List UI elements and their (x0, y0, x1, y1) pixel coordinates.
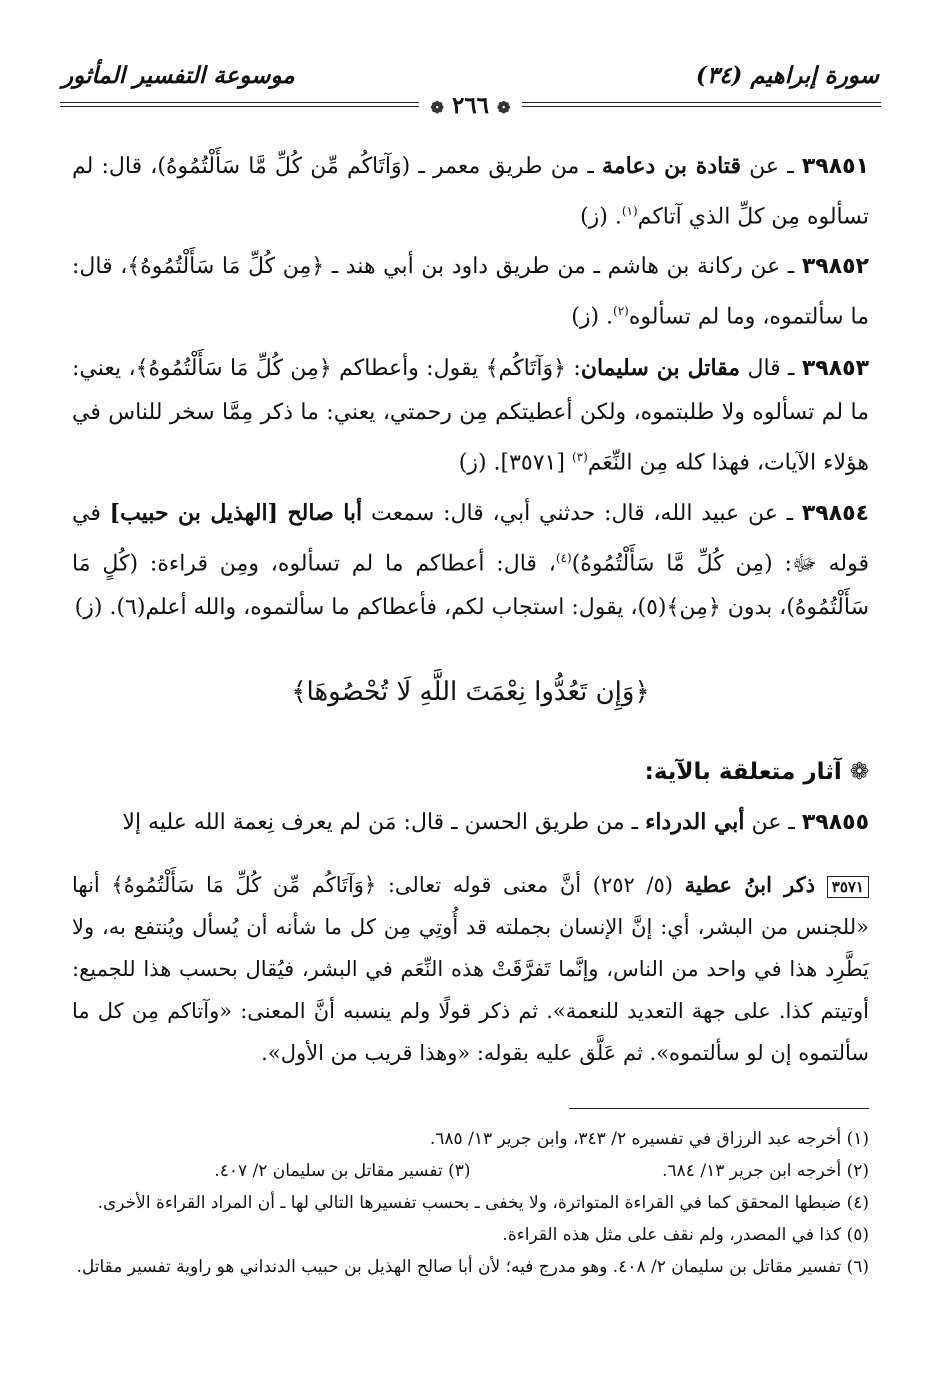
entry-number: ٣٩٨٥١ (801, 154, 869, 179)
entry-number: ٣٩٨٥٢ (801, 254, 869, 280)
entry (72, 144, 869, 239)
footnote-ref: (٢) (613, 304, 629, 319)
ornament-icon: ❁ (430, 98, 444, 117)
entry-number: ٣٩٨٥٤ (801, 500, 869, 526)
running-head-surah: سورة إبراهيم (٣٤) (695, 62, 879, 89)
note-lead: ذكر ابنُ عطية (684, 872, 816, 897)
entry-text: في قوله ﷻ: (مِن كُلِّ مَّا سَأَلْتُمُوهُ) (72, 500, 869, 577)
section-heading: ❁ آثار متعلقة بالآية: (644, 759, 869, 786)
ornament-icon: ❁ (497, 98, 511, 117)
page-number-frame (419, 92, 523, 119)
entry (72, 245, 869, 339)
footnote: (٣) تفسير مقاتل بن سليمان ٢/ ٤٠٧. (214, 1161, 471, 1181)
entry-tail: [٣٥٧١]. (ز) (458, 449, 572, 475)
note-number-box: ٣٥٧١ (827, 876, 869, 898)
footnote-ref: (١) (621, 204, 638, 218)
entry-prefix: ـ عن (744, 810, 802, 836)
footnote: (٢) أخرجه ابن جرير ١٣/ ٦٨٤. (662, 1161, 869, 1181)
entry (72, 491, 869, 630)
note-text: (٥/ ٢٥٢) أنَّ معنى قوله تعالى: ﴿وَآتَاكُم مِّن كُلِّ مَا سَأَلْتُمُوهُ﴾ أنها «للجنس من البشر، أي: إنَّ الإنسان بجملته قد أُوتِي مِن كل ما شأنه أن يُسأل ويُنتفع به، ولا يَطَّرِد هذا في واحد من الناس، وإنَّما تَفرَّقَتْ هذه النِّعَم في البشر، فيُقال بحسب هذا للجميع: أوتيتم كذا. على جهة التعديد للنعمة». ثم ذكر قولًا ولم ينسبه أنَّ المعنى: «وآتاكم مِن كل ما سألتموه إن لو سألتموه». ثم عَلَّق عليه بقوله: «وهذا قريب من الأول». (72, 873, 869, 1065)
footnote-separator (569, 1108, 869, 1109)
narrator-name: مقاتل بن سليمان (580, 354, 741, 381)
entry-number: ٣٩٨٥٥ (801, 810, 869, 836)
footnote-ref: (٤) (555, 550, 572, 565)
entry-prefix: ـ قال (740, 355, 802, 381)
entry-tail: . (ز) (571, 304, 614, 330)
quranic-verse: ﴿وَإِن تَعُدُّوا نِعْمَتَ اللَّهِ لَا تُحْصُوهَا﴾ (291, 677, 650, 708)
footnotes (72, 1124, 869, 1284)
page-number: ٢٦٦ (451, 92, 490, 119)
narrator-name: قتادة بن دعامة (602, 153, 741, 179)
footnote: (٥) كذا في المصدر، ولم نقف على مثل هذه القراءة. (502, 1225, 869, 1245)
footnote: (٦) تفسير مقاتل بن سليمان ٢/ ٤٠٨. وهو مدرج فيه؛ لأن أبا صالح الهذيل بن حبيب الدنداني هو راوية تفسير مقاتل. (76, 1257, 869, 1277)
entry-tail: ، قال: أعطاكم ما لم تسألوه، ومِن قراءة: (كُلٍ مَا سَأَلْتُمُوهُ)، بدون ﴿مِن﴾(٥)، يقول: استجاب لكم، فأعطاكم ما سألتموه، والله أعلم(٦). (ز) (72, 551, 869, 621)
entry-text: ـ من طريق معمر ـ (وَآتَاكُم مِّن كُلِّ مَّا سَأَلْتُمُوهُ)، قال: لم تسألوه مِن كلِّ الذي آتاكم (72, 154, 869, 230)
footnote-ref: (٣) (571, 449, 588, 464)
narrator-name: أبا صالح [الهذيل بن حبيب] (109, 499, 363, 526)
main-text (72, 144, 869, 851)
narrator-name: أبي الدرداء (645, 809, 745, 836)
editorial-note (72, 864, 869, 1074)
entry-text: ﴿مِن كُلِّ مَا سَأَلْتُمُوهُ﴾، قال: ما سألتموه، وما لم تسألوه (72, 254, 869, 330)
entry-prefix: ـ عن (741, 154, 802, 179)
entry-text: ـ من طريق الحسن ـ قال: مَن لم يعرف نِعمة الله عليه إلا (122, 810, 646, 836)
footnote: (١) أخرجه عبد الرزاق في تفسيره ٢/ ٣٤٣، وابن جرير ١٣/ ٦٨٥. (429, 1129, 869, 1149)
entry-prefix: ـ عن ركانة بن هاشم ـ من طريق داود بن أبي هند ـ (331, 254, 802, 280)
entry-number: ٣٩٨٥٣ (801, 355, 869, 381)
entry-tail: . (ز) (580, 204, 622, 230)
entry (72, 800, 869, 845)
entry-text: : ﴿وَآتَاكُم﴾ يقول: وأعطاكم ﴿مِن كُلِّ مَا سَأَلْتُمُوهُ﴾، يعني: ما لم تسألوه ولا طلبتموه، ولكن أعطيتكم مِن رحمتي، يعني: ما ذكر مِمَّا سخر للناس في هؤلاء الآيات، فهذا كله مِن النِّعَم (72, 355, 869, 475)
footnote: (٤) ضبطها المحقق كما في القراءة المتواترة، ولا يخفى ـ بحسب تفسيرها التالي لها ـ أن المراد القراءة الأخرى. (97, 1193, 869, 1213)
entry-prefix: ـ عن عبيد الله، قال: حدثني أبي، قال: سمعت (362, 500, 802, 526)
entry (72, 346, 869, 485)
footnote-row (72, 1156, 869, 1186)
page-number-wrap (0, 92, 941, 119)
running-head-book: موسوعة التفسير المأثور (62, 62, 295, 89)
